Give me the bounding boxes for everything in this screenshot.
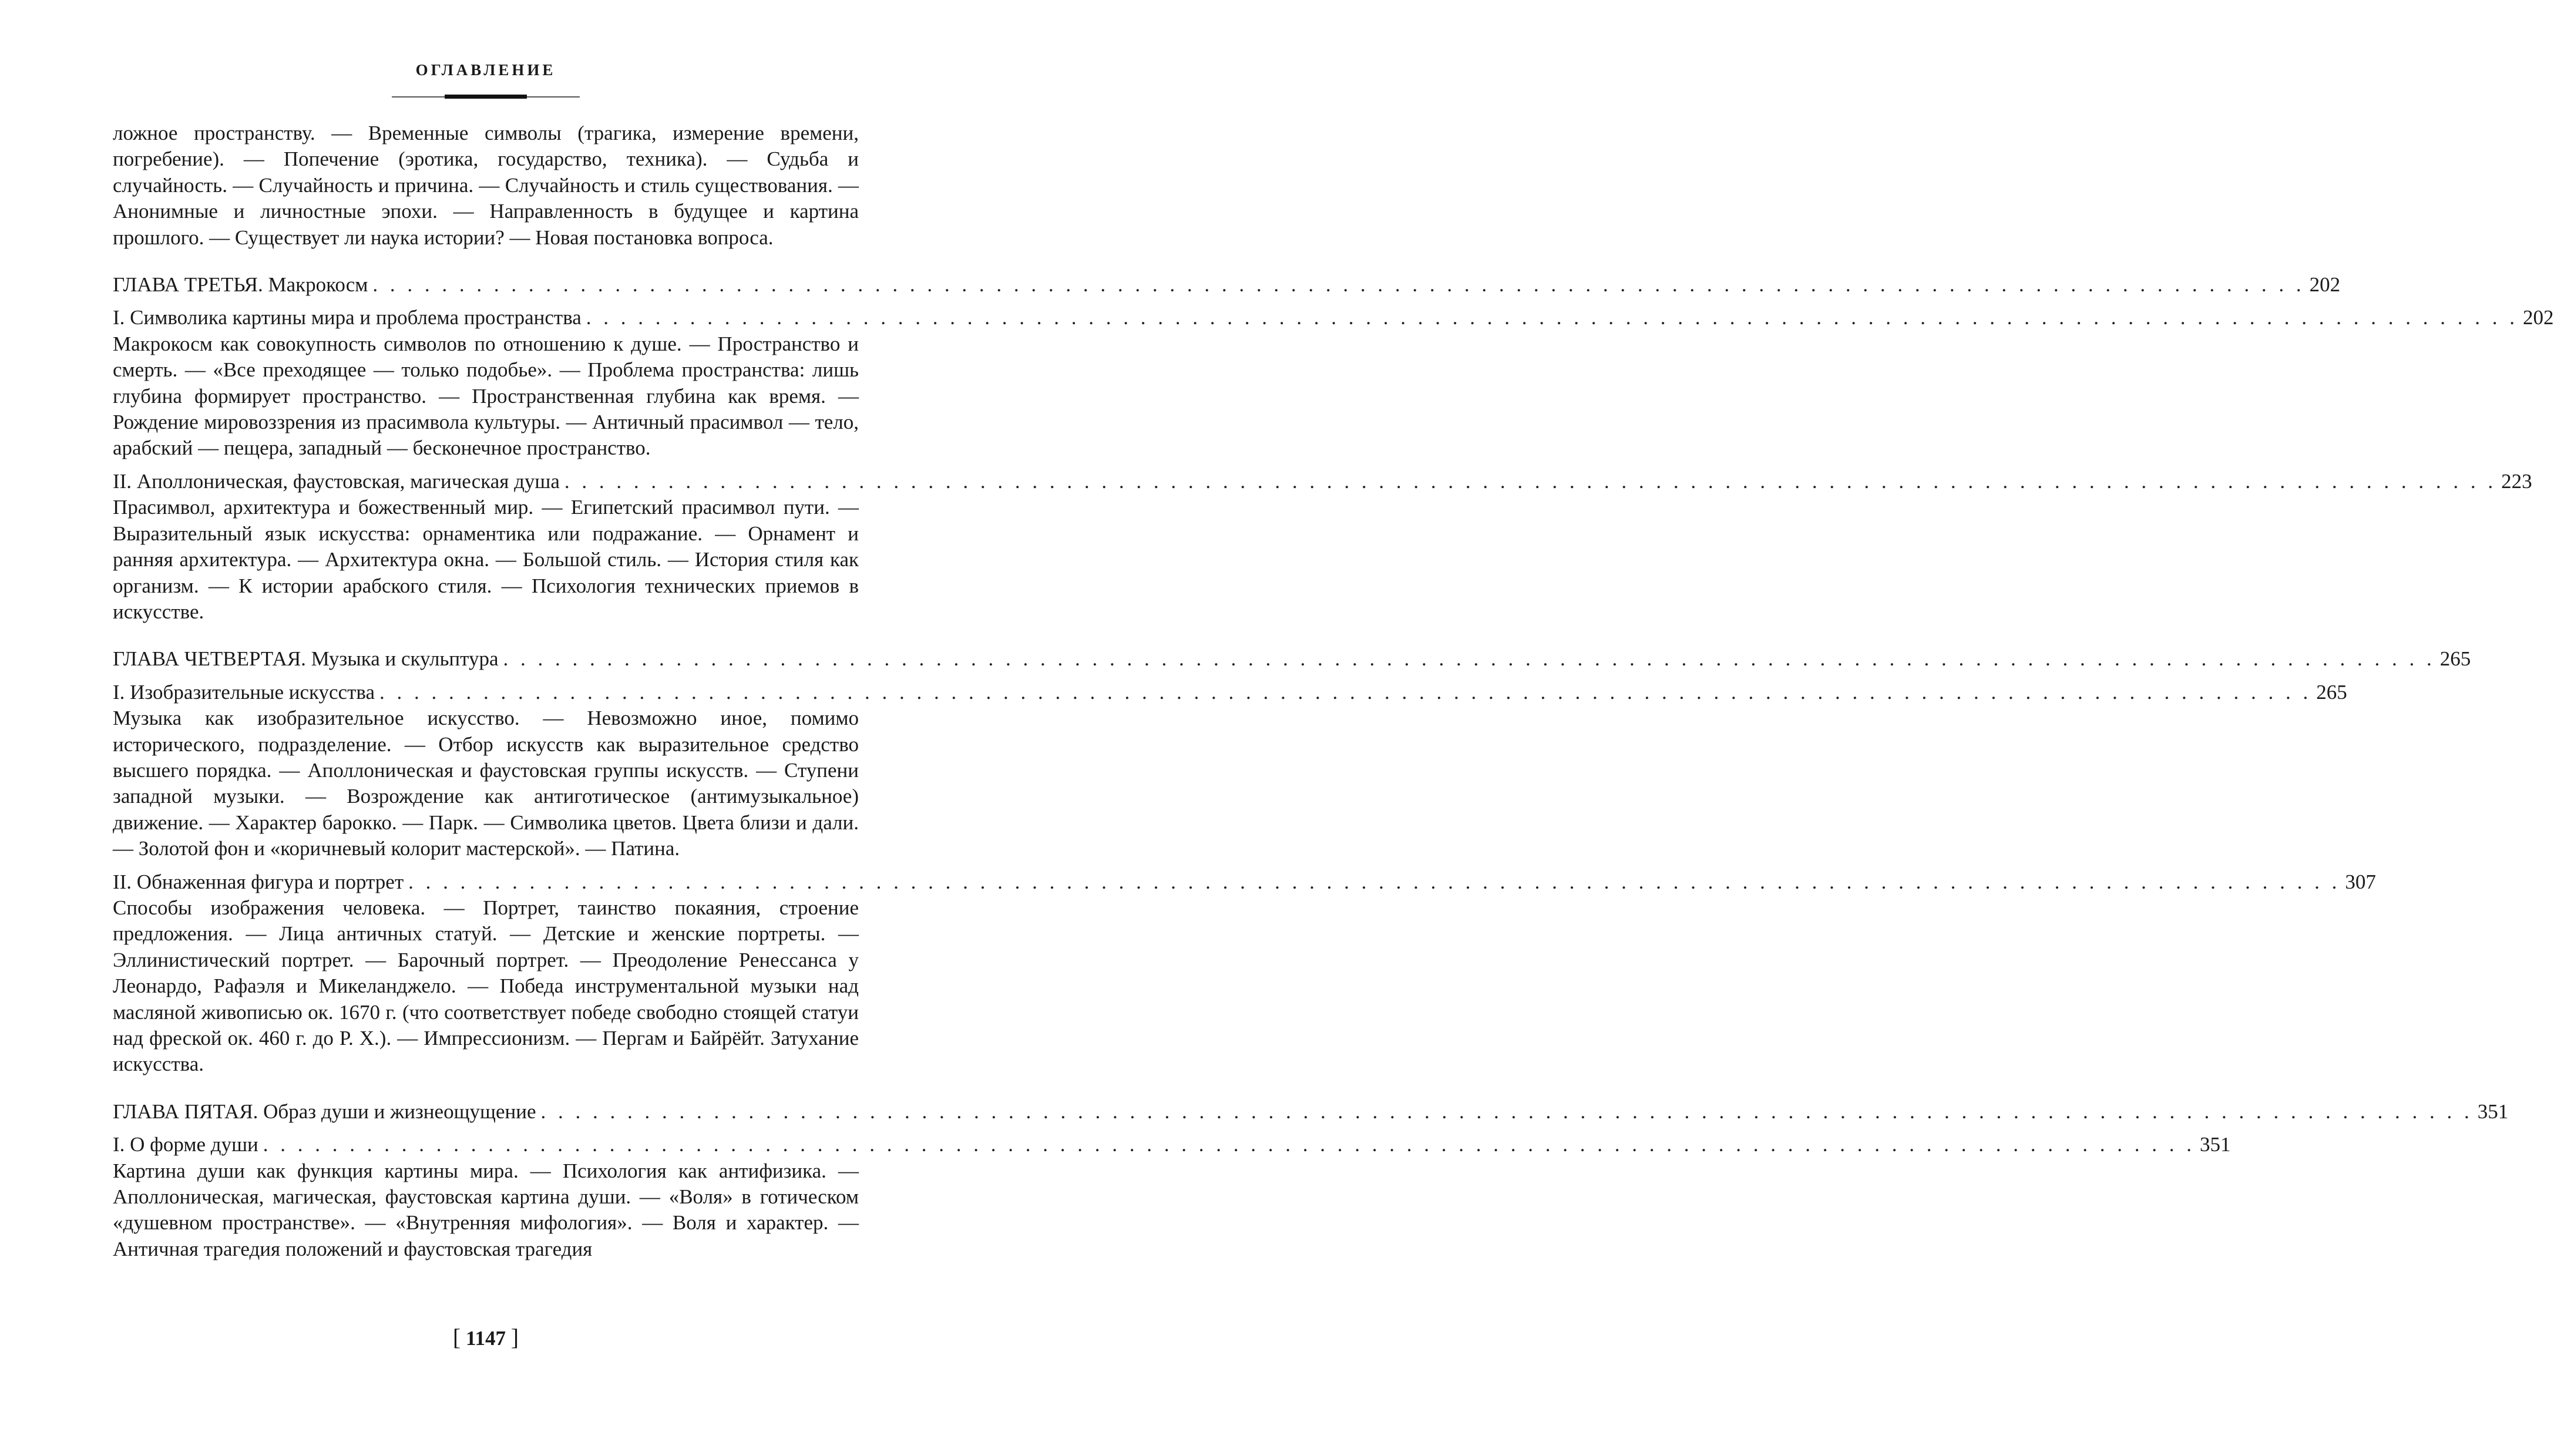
chapter-title: ГЛАВА ТРЕТЬЯ. Макрокосм	[113, 273, 368, 297]
running-head-rule-accent	[445, 95, 527, 99]
leader-dots: . . . . . . . . . . . . . . . . . . . . . . . . . . . . . . . . . . . . . . . . . . . . . . . . . . . . . . . . . . . . . . . . . . . . . . . . . . . . . . . . . . . . . . . . . . . . . . . . . . . . . . . . . . . . . . . .	[503, 647, 2435, 671]
page-number: 351	[2200, 1133, 2231, 1156]
page-folio	[0, 1323, 972, 1351]
section-summary: Прасимвол, архитектура и божественный мир. — Египетский прасимвол пути. — Выразительный язык искусства: орнаментика или подражание. — Орнамент и ранняя архитектура. — Архитектура окна. — Большой стиль. — История стиля как организм. — К истории арабского стиля. — Психология технических приемов в искусстве.	[113, 496, 859, 623]
section-entry	[113, 305, 2554, 331]
folio-bracket-close: ]	[510, 1324, 519, 1350]
chapter-title: ГЛАВА ПЯТАЯ. Образ души и жизнеощущение	[113, 1099, 536, 1123]
section-summary: Музыка как изобразительное искусство. — Невозможно иное, помимо исторического, подразделение. — Отбор искусств как выразительное средство высшего порядка. — Аполлоническая и фаустовская группы искусств. — Ступени западной музыки. — Возрождение как антиготическое (антимузыкальное) движение. — Характер барокко. — Парк. — Символика цветов. Цвета близи и дали. — Золотой фон и «коричневый колорит мастерской». — Патина.	[113, 707, 859, 860]
running-head: ОГЛАВЛЕНИЕ	[415, 61, 556, 79]
page-number: 223	[2501, 469, 2532, 493]
page-number: 202	[2309, 273, 2341, 297]
section-title: I. О форме души	[113, 1133, 258, 1156]
toc-content	[113, 120, 2554, 1262]
leader-dots: . . . . . . . . . . . . . . . . . . . . . . . . . . . . . . . . . . . . . . . . . . . . . . . . . . . . . . . . . . . . . . . . . . . . . . . . . . . . . . . . . . . . . . . . . . . . . . . . . . . . . . . . . . . . . . . .	[379, 680, 2312, 704]
chapter-entry-5	[113, 1099, 2509, 1125]
intro-paragraph: ложное пространству. — Временные символы (трагика, измерение времени, погребение). — Попечение (эротика, государство, техника). — Судьба и случайность. — Случайность и причина. — Случайность и стиль существования. — Анонимные и личностные эпохи. — Направленность в будущее и картина прошлого. — Существует ли наука истории? — Новая постановка вопроса.	[113, 122, 859, 249]
folio-number: 1147	[465, 1327, 506, 1350]
section-summary: Картина души как функция картины мира. — Психология как антифизика. — Аполлоническая, магическая, фаустовская картина души. — «Воля» в готическом «душевном пространстве». — «Внутренняя мифология». — Воля и характер. — Античная трагедия положений и фаустовская трагедия	[113, 1159, 859, 1260]
section-entry	[113, 680, 2347, 705]
page-number: 202	[2523, 306, 2554, 329]
chapter-entry-4	[113, 646, 2471, 672]
page-number: 351	[2477, 1099, 2509, 1123]
page-number: 307	[2345, 870, 2376, 893]
leader-dots: . . . . . . . . . . . . . . . . . . . . . . . . . . . . . . . . . . . . . . . . . . . . . . . . . . . . . . . . . . . . . . . . . . . . . . . . . . . . . . . . . . . . . . . . . . . . . . . . . . . . . . . . . . . . . . . .	[263, 1133, 2196, 1156]
leader-dots: . . . . . . . . . . . . . . . . . . . . . . . . . . . . . . . . . . . . . . . . . . . . . . . . . . . . . . . . . . . . . . . . . . . . . . . . . . . . . . . . . . . . . . . . . . . . . . . . . . . . . . . . . . . . . . . .	[540, 1099, 2473, 1123]
section-entry	[113, 869, 2376, 895]
section-summary: Макрокосм как совокупность символов по отношению к душе. — Пространство и смерть. — «Все преходящее — только подобье». — Проблема пространства: лишь глубина формирует пространство. — Пространственная глубина как время. — Рождение мировоззрения из прасимвола культуры. — Античный прасимвол — тело, арабский — пещера, западный — бесконечное пространство.	[113, 332, 859, 460]
section-title: II. Аполлоническая, фаустовская, магическая душа	[113, 469, 560, 493]
chapter-title: ГЛАВА ЧЕТВЕРТАЯ. Музыка и скульптура	[113, 647, 499, 671]
chapter-entry-3	[113, 272, 2341, 298]
section-title: I. Символика картины мира и проблема пространства	[113, 306, 582, 329]
page-number: 265	[2316, 680, 2347, 704]
leader-dots: . . . . . . . . . . . . . . . . . . . . . . . . . . . . . . . . . . . . . . . . . . . . . . . . . . . . . . . . . . . . . . . . . . . . . . . . . . . . . . . . . . . . . . . . . . . . . . . . . . . . . . . . . . . . . . . .	[564, 469, 2497, 493]
section-title: II. Обнаженная фигура и портрет	[113, 870, 404, 893]
section-entry	[113, 1132, 2231, 1158]
section-summary: Способы изображения человека. — Портрет, таинство покаяния, строение предложения. — Лица античных статуй. — Детские и женские портреты. — Эллинистический портрет. — Барочный портрет. — Преодоление Ренессанса у Леонардо, Рафаэля и Микеланджело. — Победа инструментальной музыки над масляной живописью ок. 1670 г. (что соответствует победе свободно стоящей статуи над фреской ок. 460 г. до Р. Х.). — Импрессионизм. — Пергам и Байрёйт. Затухание искусства.	[113, 896, 859, 1076]
leader-dots: . . . . . . . . . . . . . . . . . . . . . . . . . . . . . . . . . . . . . . . . . . . . . . . . . . . . . . . . . . . . . . . . . . . . . . . . . . . . . . . . . . . . . . . . . . . . . . . . . . . . . . . . . . . . . . . .	[372, 273, 2305, 297]
folio-bracket-open: [	[452, 1324, 461, 1350]
leader-dots: . . . . . . . . . . . . . . . . . . . . . . . . . . . . . . . . . . . . . . . . . . . . . . . . . . . . . . . . . . . . . . . . . . . . . . . . . . . . . . . . . . . . . . . . . . . . . . . . . . . . . . . . . . . . . . . .	[586, 306, 2519, 329]
section-entry	[113, 469, 2532, 495]
section-title: I. Изобразительные искусства	[113, 680, 375, 704]
leader-dots: . . . . . . . . . . . . . . . . . . . . . . . . . . . . . . . . . . . . . . . . . . . . . . . . . . . . . . . . . . . . . . . . . . . . . . . . . . . . . . . . . . . . . . . . . . . . . . . . . . . . . . . . . . . . . . . .	[408, 870, 2341, 893]
page-number: 265	[2439, 647, 2471, 671]
